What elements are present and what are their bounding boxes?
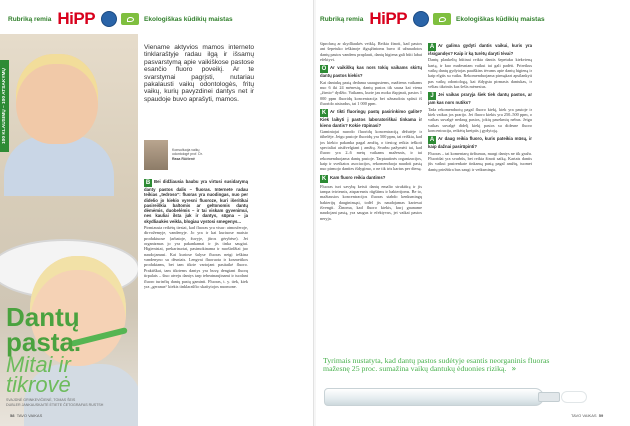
question-marker-icon: A bbox=[429, 137, 435, 144]
question-text: Kam fluoro reikia dantims? bbox=[330, 174, 386, 180]
expert-name: Rasa Rūčienė bbox=[172, 156, 195, 161]
question-marker-icon: K bbox=[321, 175, 327, 182]
category-label: Ekologiškas kūdikių maistas bbox=[456, 15, 545, 23]
eu-organic-leaf-icon bbox=[433, 13, 451, 25]
hipp-logo: HiPP bbox=[369, 9, 408, 28]
toothpaste-blob bbox=[561, 391, 587, 403]
pull-quote bbox=[323, 357, 573, 374]
rubric-label: Rubriką remia bbox=[320, 15, 364, 23]
continued-answer: šiprofasų ar skydliaukės veiklą. Reikia žinoti, kad pastos ant šepetuko ieškinoje išgrąžintoms buvo iš užnaudotos dantų pastos vandens praplauti, dantų higiena gali būti labai efektyvi. bbox=[320, 41, 422, 63]
left-page bbox=[0, 0, 314, 426]
answer-5: Dantų plaukelių būtinai reikia dantis šepetuku kiekvieną kartą, ir kuo mažesniam vaikui tai gali padėti. Prireikus vaikų dantų gydytojas paaiškins tėvams apie dantų higieną ir kaip elgtis su vaiku. Rekomenduojama pirmąkart apsilankyti pas vaikų odontologą, kai išdygsta pirmasis dantukas, ir vėliau tikrintis kas šešis mėnesius. bbox=[428, 57, 532, 90]
expert-caption-line: Konsultuoja vaikų bbox=[172, 148, 200, 152]
left-footer bbox=[10, 413, 42, 418]
question-text: Jei vaikas praryja šiek tiek dantų pastos, ar jam kas nors nutiks? bbox=[428, 92, 532, 106]
expert-box bbox=[144, 140, 232, 170]
eu-organic-leaf-icon bbox=[121, 13, 139, 25]
answer-7: Fluoras – tai komentarų tirštumas, margi dantys ne tik gražu. Fluoridai yra svarbūs, bet reikia žinoti saiką. Kartais dantis jūs vaikui pasirenkate tinkamą pastą pagal amžių, tuomet dantų priežiūra bus saugi ir veiksminga. bbox=[428, 150, 532, 172]
question-text: Ar galima gydyti dantis vaikui, kuris yra išsigandęs? Kaip ir ką turėtų daryti tėvai? bbox=[428, 43, 532, 56]
credit-line-2: DUBLER JANKAUSKAITĖ ĖTIETE ČETOGRAFAS RUSTSH bbox=[6, 402, 104, 407]
question-marker-icon: A bbox=[429, 44, 435, 50]
intro-paragraph: Viename aktyvios mamos interneto tinklaraštyje radau ilgą ir išsamų pasvarstymą apie vaikiškose pastose esančio fluoro poveikį. Ar te svarstymai pagrįsti, nutariau pakalausti vaikų odontologės, fritų vaikų, kurių pavyzdinei dantys net ir spaudoje buvo aprašyti, mamos. bbox=[144, 44, 254, 103]
left-header bbox=[8, 8, 233, 30]
expert-caption bbox=[172, 140, 203, 170]
right-header bbox=[320, 8, 545, 30]
category-label: Ekologiškas kūdikių maistas bbox=[144, 15, 233, 23]
question-3 bbox=[320, 109, 422, 128]
continue-arrow-icon: » bbox=[511, 364, 517, 374]
question-marker-icon: K bbox=[321, 110, 327, 117]
toothpaste-cap bbox=[538, 392, 560, 402]
question-marker-icon: O bbox=[321, 66, 327, 73]
page-number: 59 bbox=[598, 413, 604, 418]
question-text: Bei didžiausia baubu yra virtusi susidarymą danty pastos dalis – fluoras. Internete radau teikias „tedroso“: fluoras yra nuodingas, nuo per didelio jo kiekio vyresni fluoroze, kuri išeritikai pasireiškia baltomis ar geltonomis dantų dėmėmis, duobelėmis – ir tai viskam gyvenimui, nes kauliai ilsta juk ir dantys, sūpna – ja skydliaukės veikla, blogiau vystosi smegenys... bbox=[144, 179, 248, 224]
question-marker-icon: B bbox=[145, 180, 151, 186]
expert-photo bbox=[144, 140, 168, 170]
answer-3: Gamintojai nurodo fluoridų koncentraciją dėžutėje ir tūbelėje. Jeigu pastoje fluoridų yra 500 ppm, tai reiškia, kad jos kiekio pakanka pagal amžių, o tiesiog reikia ieškoti specialiai atsižvelgiant į amžių. Svarbu pažymėti tai, kad fluoro yra 2–6 metų vaikams mažesnis, ir tai rekomenduojama dantų pastoje. Tarptautinės organizacijos, kaip ir sveikatos asociacijos, rekomenduoja naudoti pastą nuo pirmojo danties išdygimo, o ne tik tris kartus per dieną. bbox=[320, 128, 422, 172]
left-text-column bbox=[144, 176, 248, 396]
right-text-column-1 bbox=[320, 40, 422, 350]
question-7 bbox=[428, 136, 532, 149]
expert-caption-line: odontologė prof. Dr. bbox=[172, 152, 203, 157]
question-5 bbox=[428, 43, 532, 56]
headline-line-1: Dantų bbox=[6, 302, 80, 332]
question-6 bbox=[428, 92, 532, 105]
article-headline bbox=[6, 302, 146, 407]
subheadline-line-1: Mitai ir bbox=[6, 352, 71, 377]
toothpaste-tube bbox=[324, 388, 544, 406]
pull-quote-text: Tyrimais nustatyta, kad dantų pastos sudėtyje esantis neorganinis fluoras mažesnę 25 proc. sumažina vaikų dantukų ėduonies riziką. bbox=[323, 356, 550, 374]
question-marker-icon: J bbox=[428, 92, 436, 100]
right-footer bbox=[571, 413, 603, 418]
rubric-label: Rubriką remia bbox=[8, 15, 52, 23]
child-shirt-back bbox=[4, 136, 114, 196]
answer-2: Kai dantukų pastą dedama suaugusiems, mažiems vaikams nuo 6 iki 24 mėnesių, dantų pastos tik sausa kai viena „žirnio“ dydžio. Vaikams, kurie jau moka išspjauti, pastos 1 000 ppm fluoridų koncentracija bei užnaudota spūsti iš fluorido atsiradus, tai 1 000 ppm. bbox=[320, 79, 422, 107]
question-4 bbox=[320, 175, 422, 183]
question-1 bbox=[144, 179, 248, 224]
answer-6: Tada rekomenduotų pagal fluoro kiekį, kiek yra pastoje ir kiek vaikas jos prarijo. Jei fluoro kiekis yra 250–500 ppm, o vaikas suvalgė nedaug pastos, jokių pasekmių nebus. Jeigu vaikas suvalgė didelį kiekį pastos su didesne fluoro koncentracija, reikėtų kreiptis į gydytoją. bbox=[428, 106, 532, 134]
page-number: 58 bbox=[10, 413, 15, 418]
hipp-badge-icon bbox=[101, 11, 117, 27]
author-credit bbox=[6, 398, 116, 407]
answer-1: Pirmiausia reikėtų tiesiai, kad fluoras yra visur: atmosferoje, dirvožemyje, vandenyje. Jo yra ir kai kuriuose maisto produktuose (arbatoje, žuvyje, jūros gėrybėse). Jei organizmas jo yra pakankamai ir jis tinka saugiai. Higienistai, prekarisurtai, pasimokinama ir nuoširdžiai juo naudojamasi. Kai kuriose šalyse fluoras netgi ieškina vandenyno su dėsniais. Lengvai fluoruota ir kosmetikos produktams, bet tam tikrie vartojant pasitaikė fluoro. Praktiškai, tam tikriems dantys yra buvę dengiant fluorų tirpalais – šiuo atveju dantys tarp tebeatnaujinami ir tuodant fluoro turinčių dantų pastų gaminti. Fluoras, t. y. tiek, kiek yra „geranas“ kiekis tinklaraščio skaitytojos nuomone. bbox=[144, 225, 248, 289]
side-tab bbox=[0, 60, 9, 152]
child-face-back bbox=[16, 54, 98, 144]
credit-line-1: SVAJŪNĖ GRINKEVIČIENĖ, TOMAS ŠEIS bbox=[6, 398, 76, 402]
right-page bbox=[316, 0, 630, 426]
magazine-name: TAVO VAIKAS bbox=[571, 413, 597, 418]
right-text-column-2 bbox=[428, 40, 532, 350]
question-text: Ar vaikiškų kas nors tokių vaikams skirtų dantų pastos kiekis? bbox=[320, 65, 422, 79]
headline-line-2: pasta. bbox=[6, 327, 82, 357]
hipp-badge-icon bbox=[413, 11, 429, 27]
question-text: Ar daug reikia fluoro, kuris pateikia mūsų, ir kaip dažnai pasirūpinti? bbox=[428, 136, 532, 150]
question-text: Ar tikti fluoringų pastų pasirinkimo galite? Kiek laikyti į pastos laboratoriškai tinkama ir kieno dantis? Kokie rūpinasi? bbox=[320, 109, 422, 128]
answer-4: Fluoras turi savybę keisti dantų emalio struktūrą ir jis tampa tvirtesnis, atsparesnis rūgštims ir bakterijoms. Be to, mažiausios koncentracijos fluoras stabdo kenksmingų bakterijų dauginimąsi, todėl jis naudojamas kariesui išvengti. Žinoma, kad fluoro kiekis, kurį gauname naudojant pastą, yra saugus ir efektyvus, jei vaikai pastos neryja. bbox=[320, 183, 422, 221]
subheadline-line-2: tikrovė bbox=[6, 372, 71, 397]
side-tab-label: 100 KLAUSIMŲ – 100 ATSAKYMŲ bbox=[2, 68, 7, 144]
question-2 bbox=[320, 65, 422, 78]
magazine-name: TAVO VAIKAS bbox=[16, 413, 43, 418]
hipp-logo: HiPP bbox=[57, 9, 96, 28]
